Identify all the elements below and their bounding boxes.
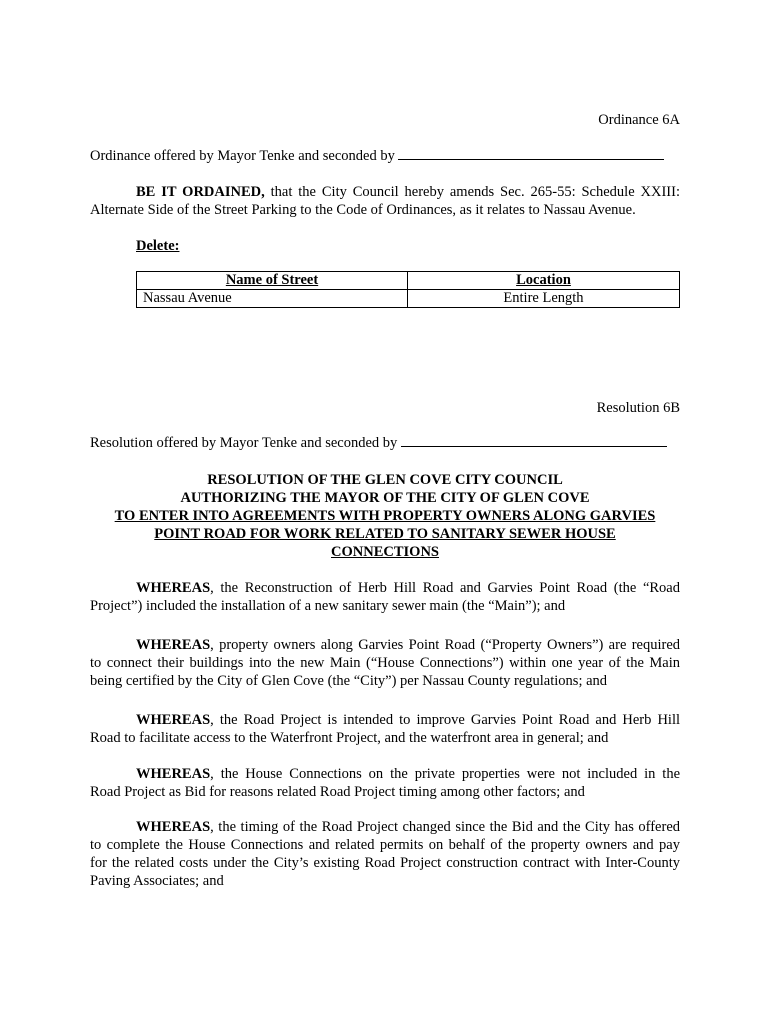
whereas-paragraph [90,818,680,890]
whereas-line: WHEREAS, property owners along Garvies Point Road (“Property Owners”) are required [136,637,680,653]
resolution-number: Resolution 6B [596,400,680,416]
whereas-line: for the related costs under the City’s existing Road Project construction contract with Inter-County [90,855,680,871]
seconded-by-blank [398,158,664,160]
ordinance-number: Ordinance 6A [598,112,680,128]
whereas-line: WHEREAS, the House Connections on the private properties were not included in the [136,766,681,782]
table-cell-street: Nassau Avenue [137,290,408,308]
seconded-by-blank [401,445,667,447]
table-header-row [137,272,680,290]
whereas-text: the Reconstruction of Herb Hill Road and Garvies Point Road (the “Road [220,580,680,596]
ordained-line-1 [90,183,680,201]
header-name-of-street: Name of Street [225,272,319,288]
whereas-text: property owners along Garvies Point Road (“Property Owners”) are required [219,637,680,653]
table-header-cell [408,272,680,290]
whereas-paragraph [90,579,680,615]
header-location: Location [516,272,571,288]
whereas-text: the timing of the Road Project changed since the Bid and the City has offered [218,819,680,835]
whereas-line: WHEREAS, the Road Project is intended to improve Garvies Point Road and Herb Hill [136,712,681,728]
resolution-offered-text: Resolution offered by Mayor Tenke and seconded by [90,435,398,451]
whereas-label: WHEREAS [136,712,211,728]
whereas-line: WHEREAS, the timing of the Road Project changed since the Bid and the City has offered [136,819,680,835]
whereas-paragraph [90,636,680,690]
ordained-text-1: that the City Council hereby amends Sec. 265-55: Schedule XXIII: [264,184,680,200]
whereas-paragraph [90,711,680,747]
whereas-line: to complete the House Connections and related permits on behalf of the property owners and pay [90,837,680,853]
whereas-line: Paving Associates; and [90,873,224,889]
whereas-line: to connect their buildings into the new Main (“House Connections”) within one year of the Main [90,655,680,671]
title-line-3: TO ENTER INTO AGREEMENTS WITH PROPERTY OWNERS ALONG GARVIES [114,508,656,524]
delete-label: Delete: [136,238,180,254]
whereas-label: WHEREAS [136,819,211,835]
whereas-line: Project”) included the installation of a new sanitary sewer main (the “Main”); and [90,598,566,614]
whereas-label: WHEREAS [136,580,211,596]
street-table [136,271,680,308]
title-line-2: AUTHORIZING THE MAYOR OF THE CITY OF GLEN COVE [180,490,590,506]
title-line-4: POINT ROAD FOR WORK RELATED TO SANITARY SEWER HOUSE [154,526,616,542]
whereas-line: Road Project as Bid for reasons related Road Project timing among other factors; and [90,784,585,800]
whereas-line: Road to facilitate access to the Waterfront Project, and the waterfront area in general; and [90,730,609,746]
ordained-bold: BE IT ORDAINED, [136,184,265,200]
resolution-offered-line [90,435,667,452]
whereas-label: WHEREAS [136,637,211,653]
ordinance-offered-line [90,148,664,165]
title-line-5: CONNECTIONS [331,544,439,560]
whereas-line: being certified by the City of Glen Cove (the “City”) per Nassau County regulations; and [90,673,608,689]
ordained-line-2: Alternate Side of the Street Parking to the Code of Ordinances, as it relates to Nassau Avenue. [90,202,636,218]
whereas-text: the Road Project is intended to improve Garvies Point Road and Herb Hill [219,712,681,728]
title-line-1: RESOLUTION OF THE GLEN COVE CITY COUNCIL [207,472,563,488]
ordained-paragraph [90,183,680,219]
whereas-text: the House Connections on the private properties were not included in the [220,766,681,782]
table-row [137,290,680,308]
table-cell-location: Entire Length [408,290,680,308]
resolution-title [90,471,680,561]
whereas-line: WHEREAS, the Reconstruction of Herb Hill Road and Garvies Point Road (the “Road [136,580,680,596]
whereas-label: WHEREAS [136,766,211,782]
ordinance-offered-text: Ordinance offered by Mayor Tenke and seconded by [90,148,395,164]
whereas-paragraph [90,765,680,801]
table-header-cell [137,272,408,290]
